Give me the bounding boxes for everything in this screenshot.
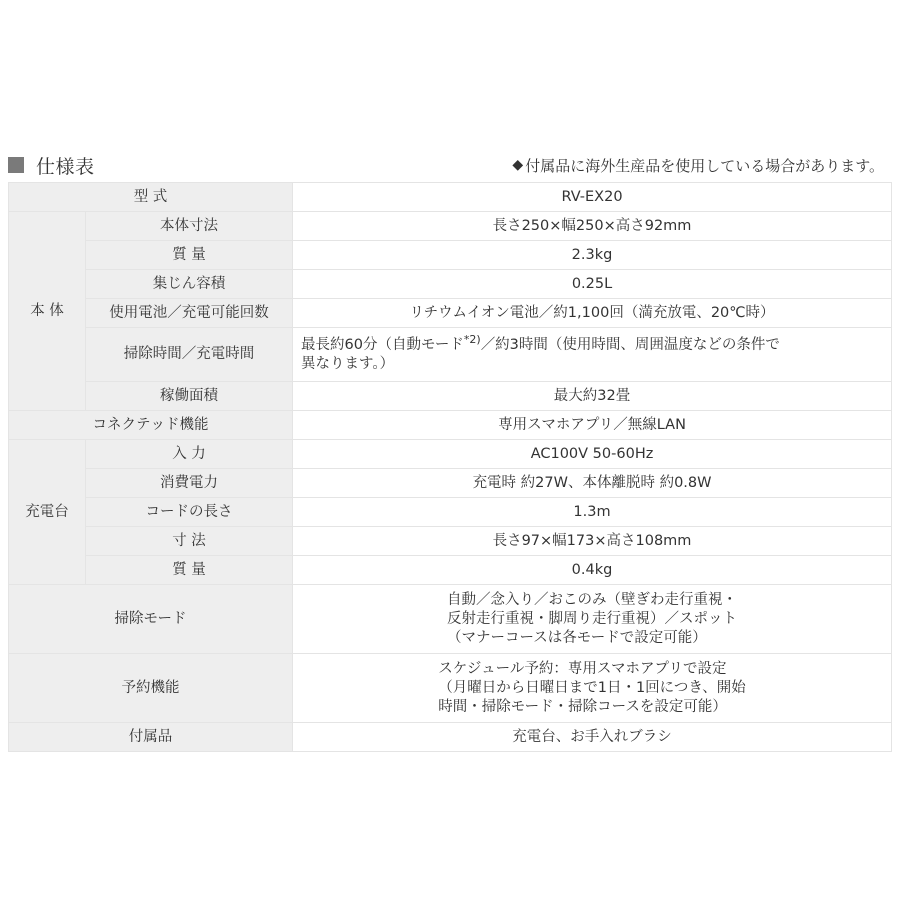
row-label: 掃除時間／充電時間 [86, 328, 293, 382]
value-text: ／約3時間（使用時間、周囲温度などの条件で [480, 336, 780, 353]
row-label: 質 量 [86, 556, 293, 585]
connected-label: コネクテッド機能 [9, 411, 293, 440]
value-line [301, 332, 883, 355]
row-value: 1.3m [293, 498, 892, 527]
table-row [9, 212, 892, 241]
spec-table [8, 182, 892, 752]
row-value: AC100V 50-60Hz [293, 440, 892, 469]
row-label: 消費電力 [86, 469, 293, 498]
body-group-label: 本 体 [9, 212, 86, 411]
value-line: （マナーコースは各モードで設定可能） [447, 629, 707, 646]
header-note [512, 150, 884, 180]
row-label: 本体寸法 [86, 212, 293, 241]
row-value: 0.4kg [293, 556, 892, 585]
model-label: 型 式 [9, 183, 293, 212]
row-value: 長さ250×幅250×高さ92mm [293, 212, 892, 241]
schedule-value [293, 654, 892, 723]
row-label: 稼働面積 [86, 382, 293, 411]
table-row [9, 440, 892, 469]
table-row [9, 723, 892, 752]
table-row [9, 241, 892, 270]
row-value: 充電時 約27W、本体離脱時 約0.8W [293, 469, 892, 498]
value-block [438, 660, 746, 717]
value-line: 時間・掃除モード・掃除コースを設定可能） [438, 698, 727, 715]
table-row [9, 270, 892, 299]
spec-header [8, 150, 892, 180]
row-value: 0.25L [293, 270, 892, 299]
row-value: 2.3kg [293, 241, 892, 270]
row-label: 集じん容積 [86, 270, 293, 299]
accessory-label: 付属品 [9, 723, 293, 752]
value-line: （月曜日から日曜日まで1日・1回につき、開始 [438, 679, 746, 696]
table-row [9, 328, 892, 382]
footnote-mark: *2) [463, 332, 481, 346]
diamond-icon: ◆ [512, 157, 524, 173]
value-text: 最長約60分（自動モード [301, 336, 464, 353]
accessory-value: 充電台、お手入れブラシ [293, 723, 892, 752]
row-value: リチウムイオン電池／約1,100回（満充放電、20℃時） [293, 299, 892, 328]
value-line: 異なります。） [301, 355, 395, 372]
dock-group-label: 充電台 [9, 440, 86, 585]
schedule-label: 予約機能 [9, 654, 293, 723]
mode-value [293, 585, 892, 654]
connected-value: 専用スマホアプリ／無線LAN [293, 411, 892, 440]
table-row [9, 183, 892, 212]
value-block [447, 591, 737, 648]
mode-label: 掃除モード [9, 585, 293, 654]
table-row [9, 411, 892, 440]
table-row [9, 585, 892, 654]
row-value: 長さ97×幅173×高さ108mm [293, 527, 892, 556]
table-row [9, 498, 892, 527]
row-label: コードの長さ [86, 498, 293, 527]
square-bullet-icon [8, 157, 24, 173]
title-wrap [8, 150, 95, 180]
row-label: 質 量 [86, 241, 293, 270]
row-value: 最大約32畳 [293, 382, 892, 411]
model-value: RV-EX20 [293, 183, 892, 212]
table-row [9, 382, 892, 411]
table-row [9, 299, 892, 328]
row-value [293, 328, 892, 382]
table-row [9, 469, 892, 498]
row-label: 寸 法 [86, 527, 293, 556]
row-label: 入 力 [86, 440, 293, 469]
table-row [9, 527, 892, 556]
table-row [9, 654, 892, 723]
value-line: 自動／念入り／おこのみ（壁ぎわ走行重視・ [447, 591, 738, 608]
table-row [9, 556, 892, 585]
value-line: スケジュール予約：専用スマホアプリで設定 [438, 660, 727, 677]
note-text: 付属品に海外生産品を使用している場合があります。 [525, 156, 884, 175]
row-label: 使用電池／充電可能回数 [86, 299, 293, 328]
page-title: 仕様表 [36, 155, 95, 178]
value-line: 反射走行重視・脚周り走行重視）／スポット [447, 610, 738, 627]
